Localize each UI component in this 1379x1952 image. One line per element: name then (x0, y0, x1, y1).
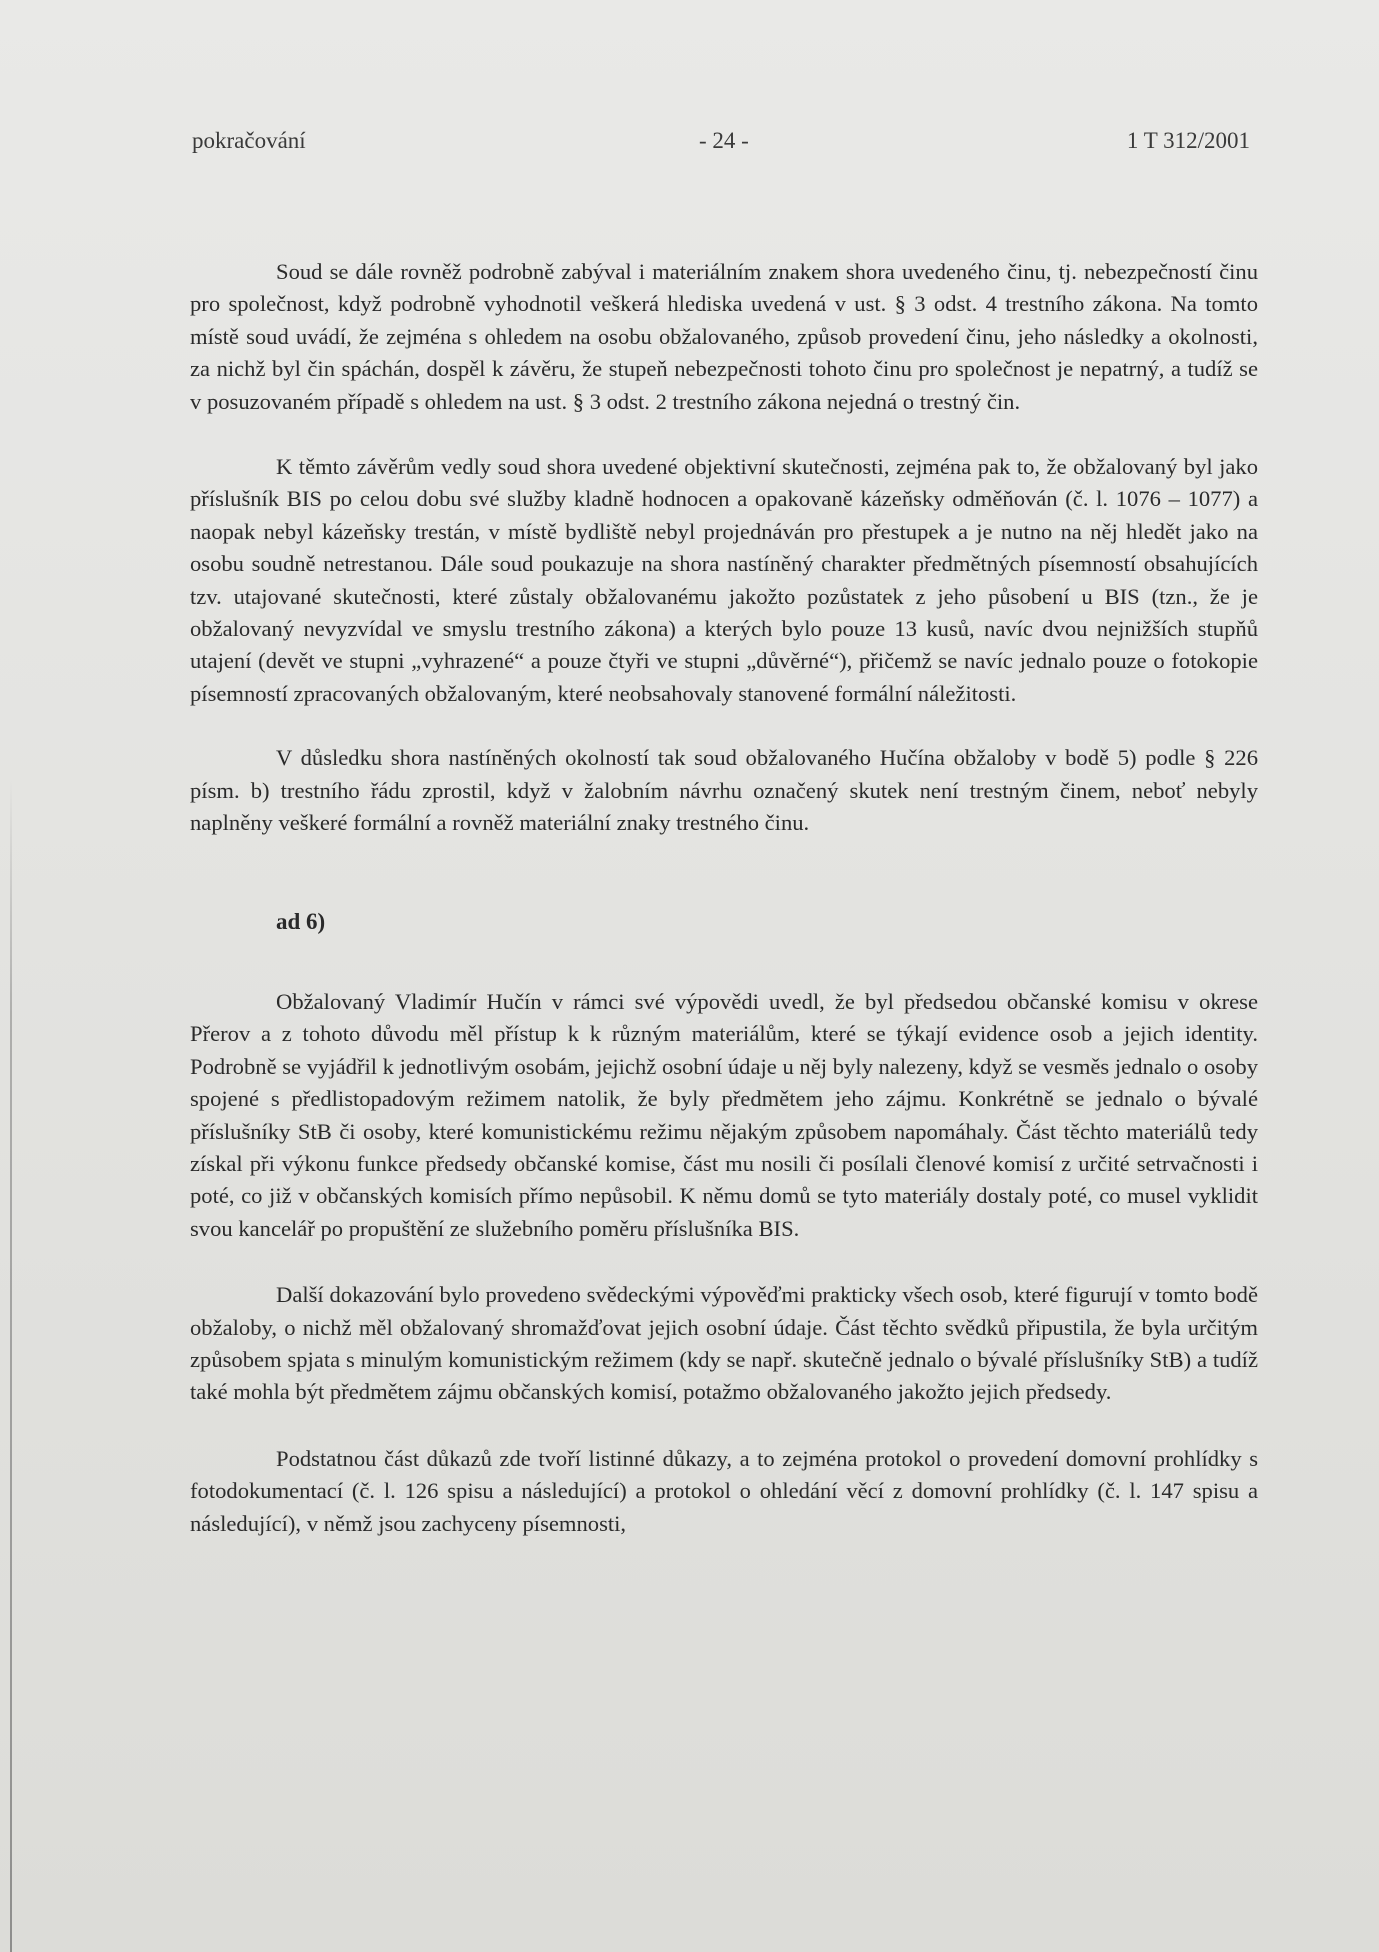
document-body (190, 256, 1258, 1540)
case-number: 1 T 312/2001 (1126, 128, 1250, 153)
header-continuation-label: pokračování (192, 128, 306, 153)
paragraph-material-element: Soud se dále rovněž podrobně zabýval i materiálním znakem shora uvedeného činu, tj. nebezpečností činu pro společnost, když podrobně vyhodnotil veškerá hlediska uvedená v ust. § 3 odst. 4 trestního zákona. Na tomto místě soud uvádí, že zejména s ohledem na osobu obžalovaného, způsob provedení činu, jeho následky a okolnosti, za nichž byl čin spáchán, dospěl k závěru, že stupeň nebezpečnosti tohoto činu pro společnost je nepatrný, a tudíž se v posuzovaném případě s ohledem na ust. § 3 odst. 2 trestního zákona nejedná o trestný čin. (190, 259, 1258, 414)
paragraph-witness-testimony: Další dokazování bylo provedeno svědeckými výpověďmi prakticky všech osob, které figurují v tomto bodě obžaloby, o nichž měl obžalovaný shromažďovat jejich osobní údaje. Část těchto svědků připustila, že byla určitým způsobem spjata s minulým komunistickým režimem (kdy se např. skutečně jednalo o bývalé příslušníky StB) a tudíž také mohla být předmětem zájmu občanských komisí, potažmo obžalovaného jakožto jejich předsedy. (190, 1282, 1258, 1405)
page-header (192, 128, 1250, 160)
paragraph-defendant-testimony: Obžalovaný Vladimír Hučín v rámci své výpovědi uvedl, že byl předsedou občanské komisu v okrese Přerov a z tohoto důvodu měl přístup k k různým materiálům, které se týkají evidence osob a jejich identity. Podrobně se vyjádřil k jednotlivým osobám, jejichž osobní údaje u něj byly nalezeny, když se vesměs jednalo o osoby spojené s předlistopadovým režimem natolik, že byly předmětem jeho zájmu. Konkrétně se jednalo o bývalé příslušníky StB či osoby, které komunistickému režimu nějakým způsobem napomáhaly. Část těchto materiálů tedy získal při výkonu funkce předsedy občanské komise, část mu nosili či posílali členové komisí z určité setrvačnosti i poté, co již v občanských komisích přímo nepůsobil. K němu domů se tyto materiály dostaly poté, co musel vyklidit svou kancelář po propuštění ze služebního poměru příslušníka BIS. (190, 988, 1258, 1241)
paragraph-conclusions: K těmto závěrům vedly soud shora uvedené objektivní skutečnosti, zejména pak to, že obžalovaný byl jako příslušník BIS po celou dobu své služby kladně hodnocen a opakovaně kázeňsky odměňován (č. l. 1076 – 1077) a naopak nebyl kázeňsky trestán, v místě bydliště nebyl projednáván pro přestupek a je nutno na něj hledět jako na osobu soudně netrestanou. Dále soud poukazuje na shora nastíněný charakter předmětných písemností obsahujících tzv. utajované skutečnosti, které zůstaly obžalovanému jakožto pozůstatek z jeho působení u BIS (tzn., že je obžalovaný nevyzvídal ve smyslu trestního zákona) a kterých bylo pouze 13 kusů, navíc dvou nejnižších stupňů utajení (devět ve stupni „vyhrazené“ a pouze čtyři ve stupni „důvěrné“), přičemž se navíc jednalo pouze o fotokopie písemností zpracovaných obžalovaným, které neobsahovaly stanovené formální náležitosti. (190, 454, 1258, 706)
section-heading: ad 6) (276, 908, 326, 934)
paragraph-documentary-evidence: Podstatnou část důkazů zde tvoří listinné důkazy, a to zejména protokol o provedení domovní prohlídky s fotodokumentací (č. l. 126 spisu a následující) a protokol o ohledání věcí z domovní prohlídky (č. l. 147 spisu a následující), v němž jsou zachyceny písemnosti, (190, 1445, 1258, 1536)
paragraph-acquittal: V důsledku shora nastíněných okolností tak soud obžalovaného Hučína obžaloby v bodě 5) podle § 226 písm. b) trestního řádu zprostil, když v žalobním návrhu označený skutek není trestným činem, neboť nebyly naplněny veškeré formální a rovněž materiální znaky trestného činu. (190, 745, 1258, 836)
scan-edge-shadow (10, 780, 12, 1952)
page-number: - 24 - (699, 128, 749, 153)
